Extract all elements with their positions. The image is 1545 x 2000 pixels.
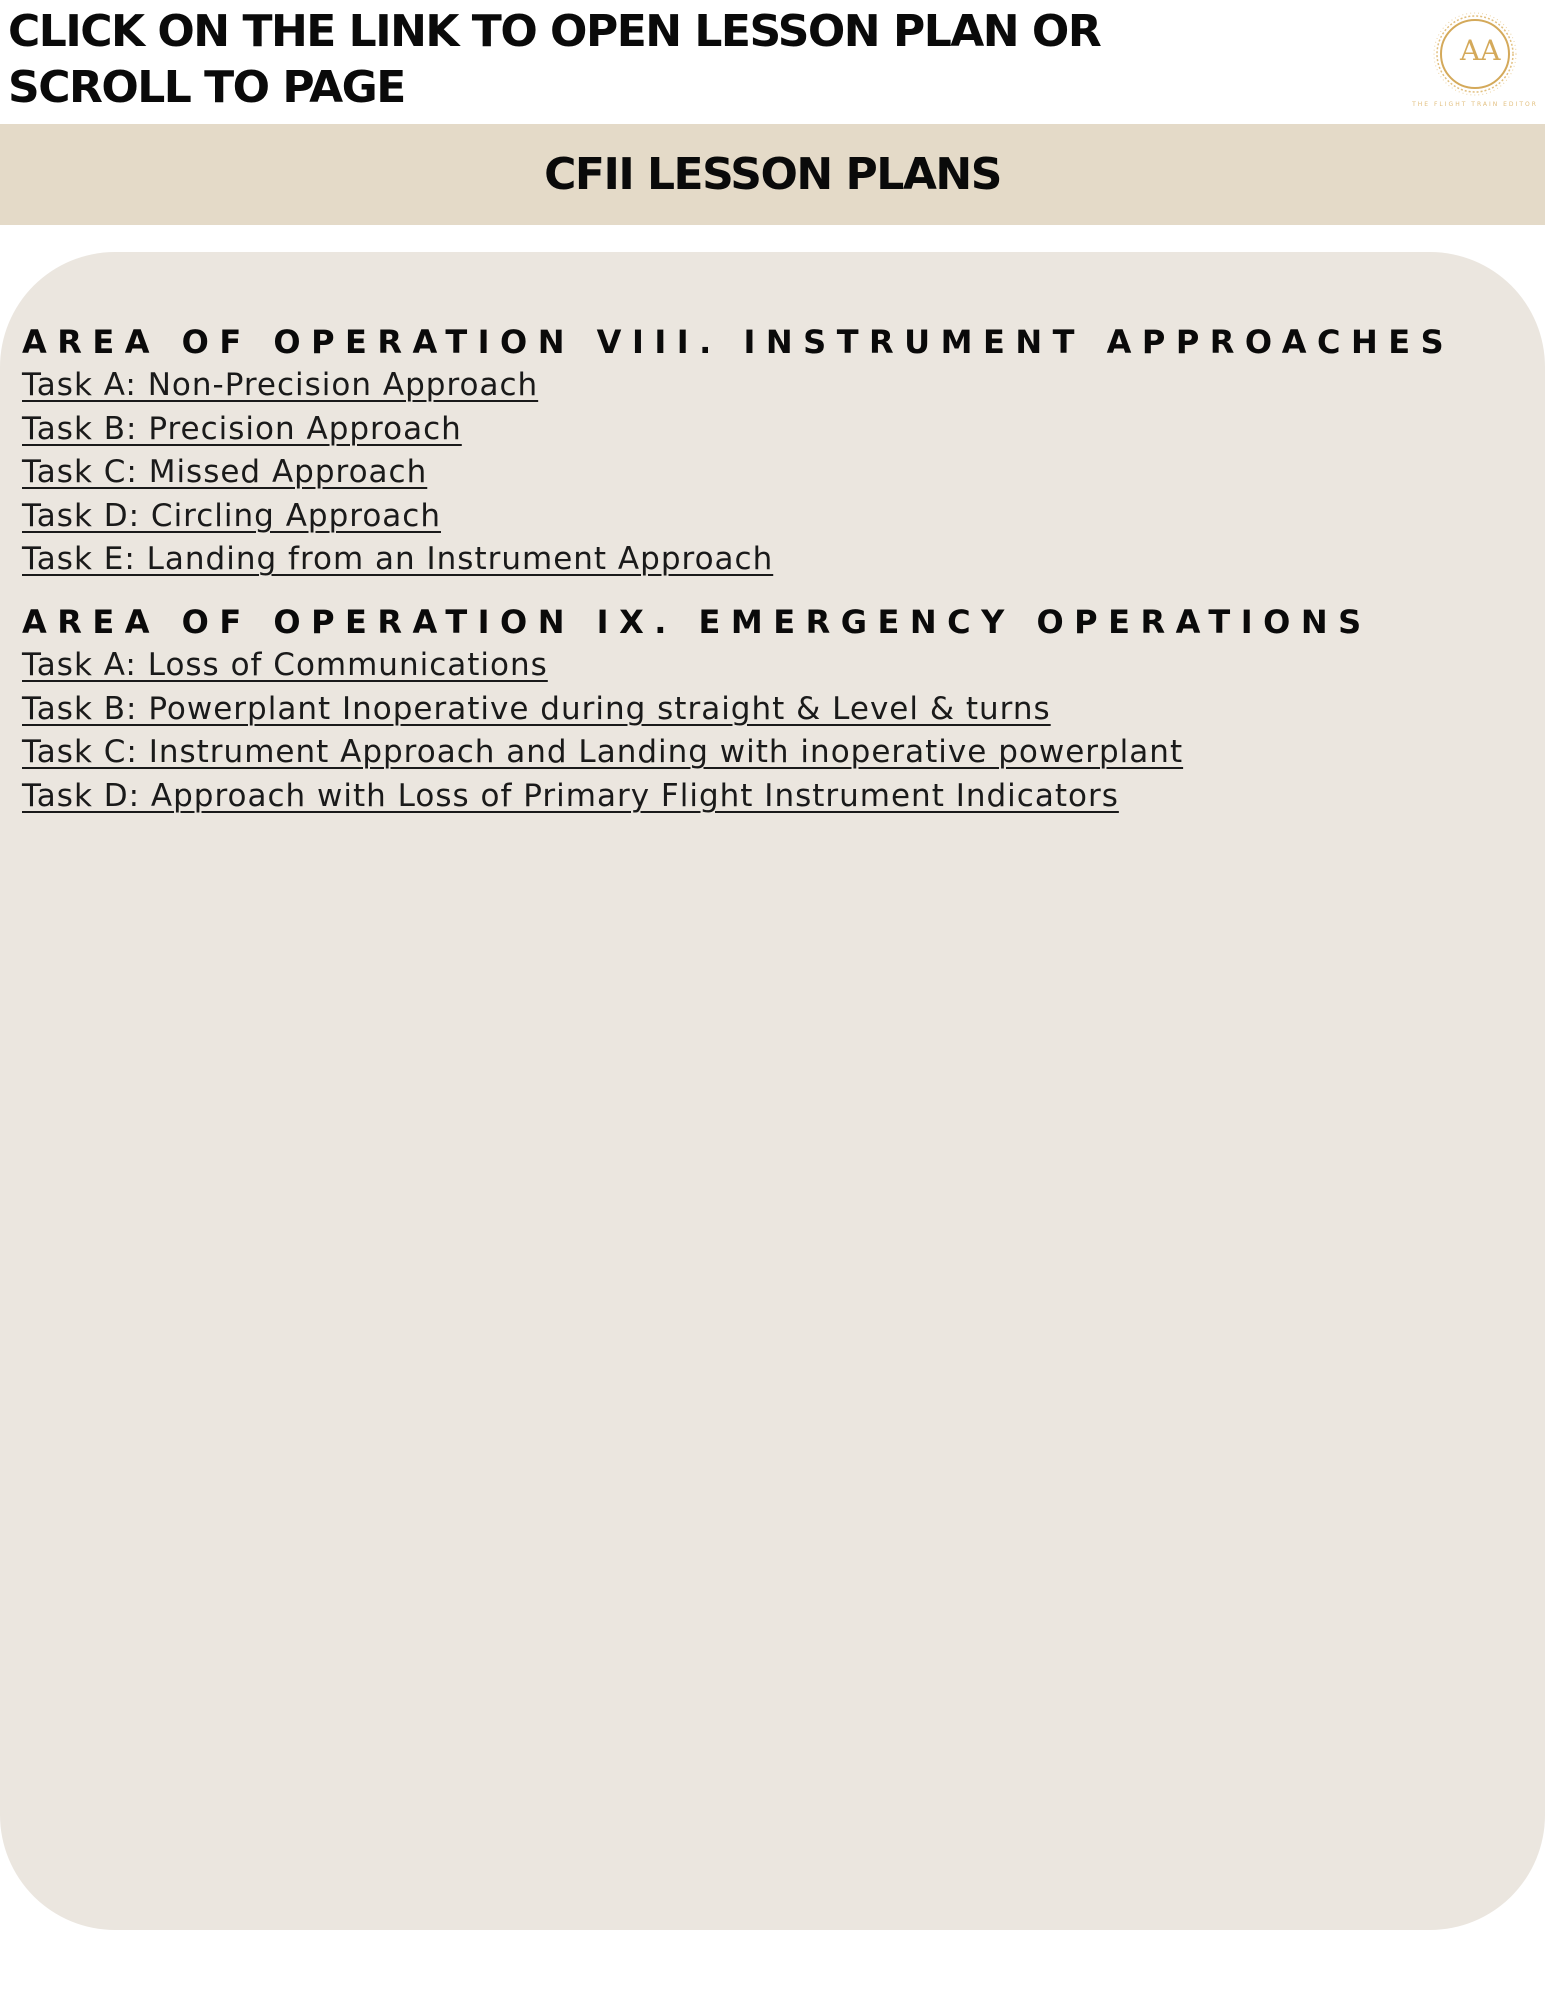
task-link-powerplant-inoperative[interactable]: Task B: Powerplant Inoperative during straight & Level & turns <box>22 690 1051 727</box>
task-link-approach-landing-inoperative-powerplant[interactable]: Task C: Instrument Approach and Landing with inoperative powerplant <box>22 734 1184 771</box>
list-item <box>22 364 1454 408</box>
logo-letters: AA <box>1460 34 1501 67</box>
task-link-circling-approach[interactable]: Task D: Circling Approach <box>22 497 441 534</box>
list-item <box>22 644 1372 688</box>
task-link-missed-approach[interactable]: Task C: Missed Approach <box>22 454 428 491</box>
task-list <box>22 364 1454 582</box>
section-instrument-approaches <box>22 320 1454 582</box>
section-heading: AREA OF OPERATION IX. EMERGENCY OPERATIONS <box>22 603 1372 641</box>
task-link-landing-from-instrument-approach[interactable]: Task E: Landing from an Instrument Approach <box>22 541 774 578</box>
task-link-loss-of-primary-flight-instruments[interactable]: Task D: Approach with Loss of Primary Flight Instrument Indicators <box>22 777 1119 814</box>
task-list <box>22 644 1372 818</box>
logo <box>1412 6 1538 116</box>
task-link-precision-approach[interactable]: Task B: Precision Approach <box>22 410 462 447</box>
content-card <box>0 252 1545 1930</box>
list-item <box>22 731 1372 775</box>
task-link-non-precision-approach[interactable]: Task A: Non-Precision Approach <box>22 367 539 403</box>
list-item <box>22 495 1454 539</box>
title-band <box>0 124 1545 225</box>
task-link-loss-of-communications[interactable]: Task A: Loss of Communications <box>22 647 548 683</box>
list-item <box>22 408 1454 452</box>
list-item <box>22 688 1372 732</box>
logo-icon <box>1412 6 1538 116</box>
section-emergency-operations <box>22 600 1372 818</box>
list-item <box>22 775 1372 819</box>
logo-tagline: THE FLIGHT TRAIN EDITOR <box>1412 101 1538 108</box>
page-title: CFII LESSON PLANS <box>544 149 1001 200</box>
page-instruction: CLICK ON THE LINK TO OPEN LESSON PLAN OR SCROLL TO PAGE <box>8 6 1101 113</box>
section-heading: AREA OF OPERATION VIII. INSTRUMENT APPROACHES <box>22 323 1455 361</box>
list-item <box>22 451 1454 495</box>
list-item <box>22 538 1454 582</box>
